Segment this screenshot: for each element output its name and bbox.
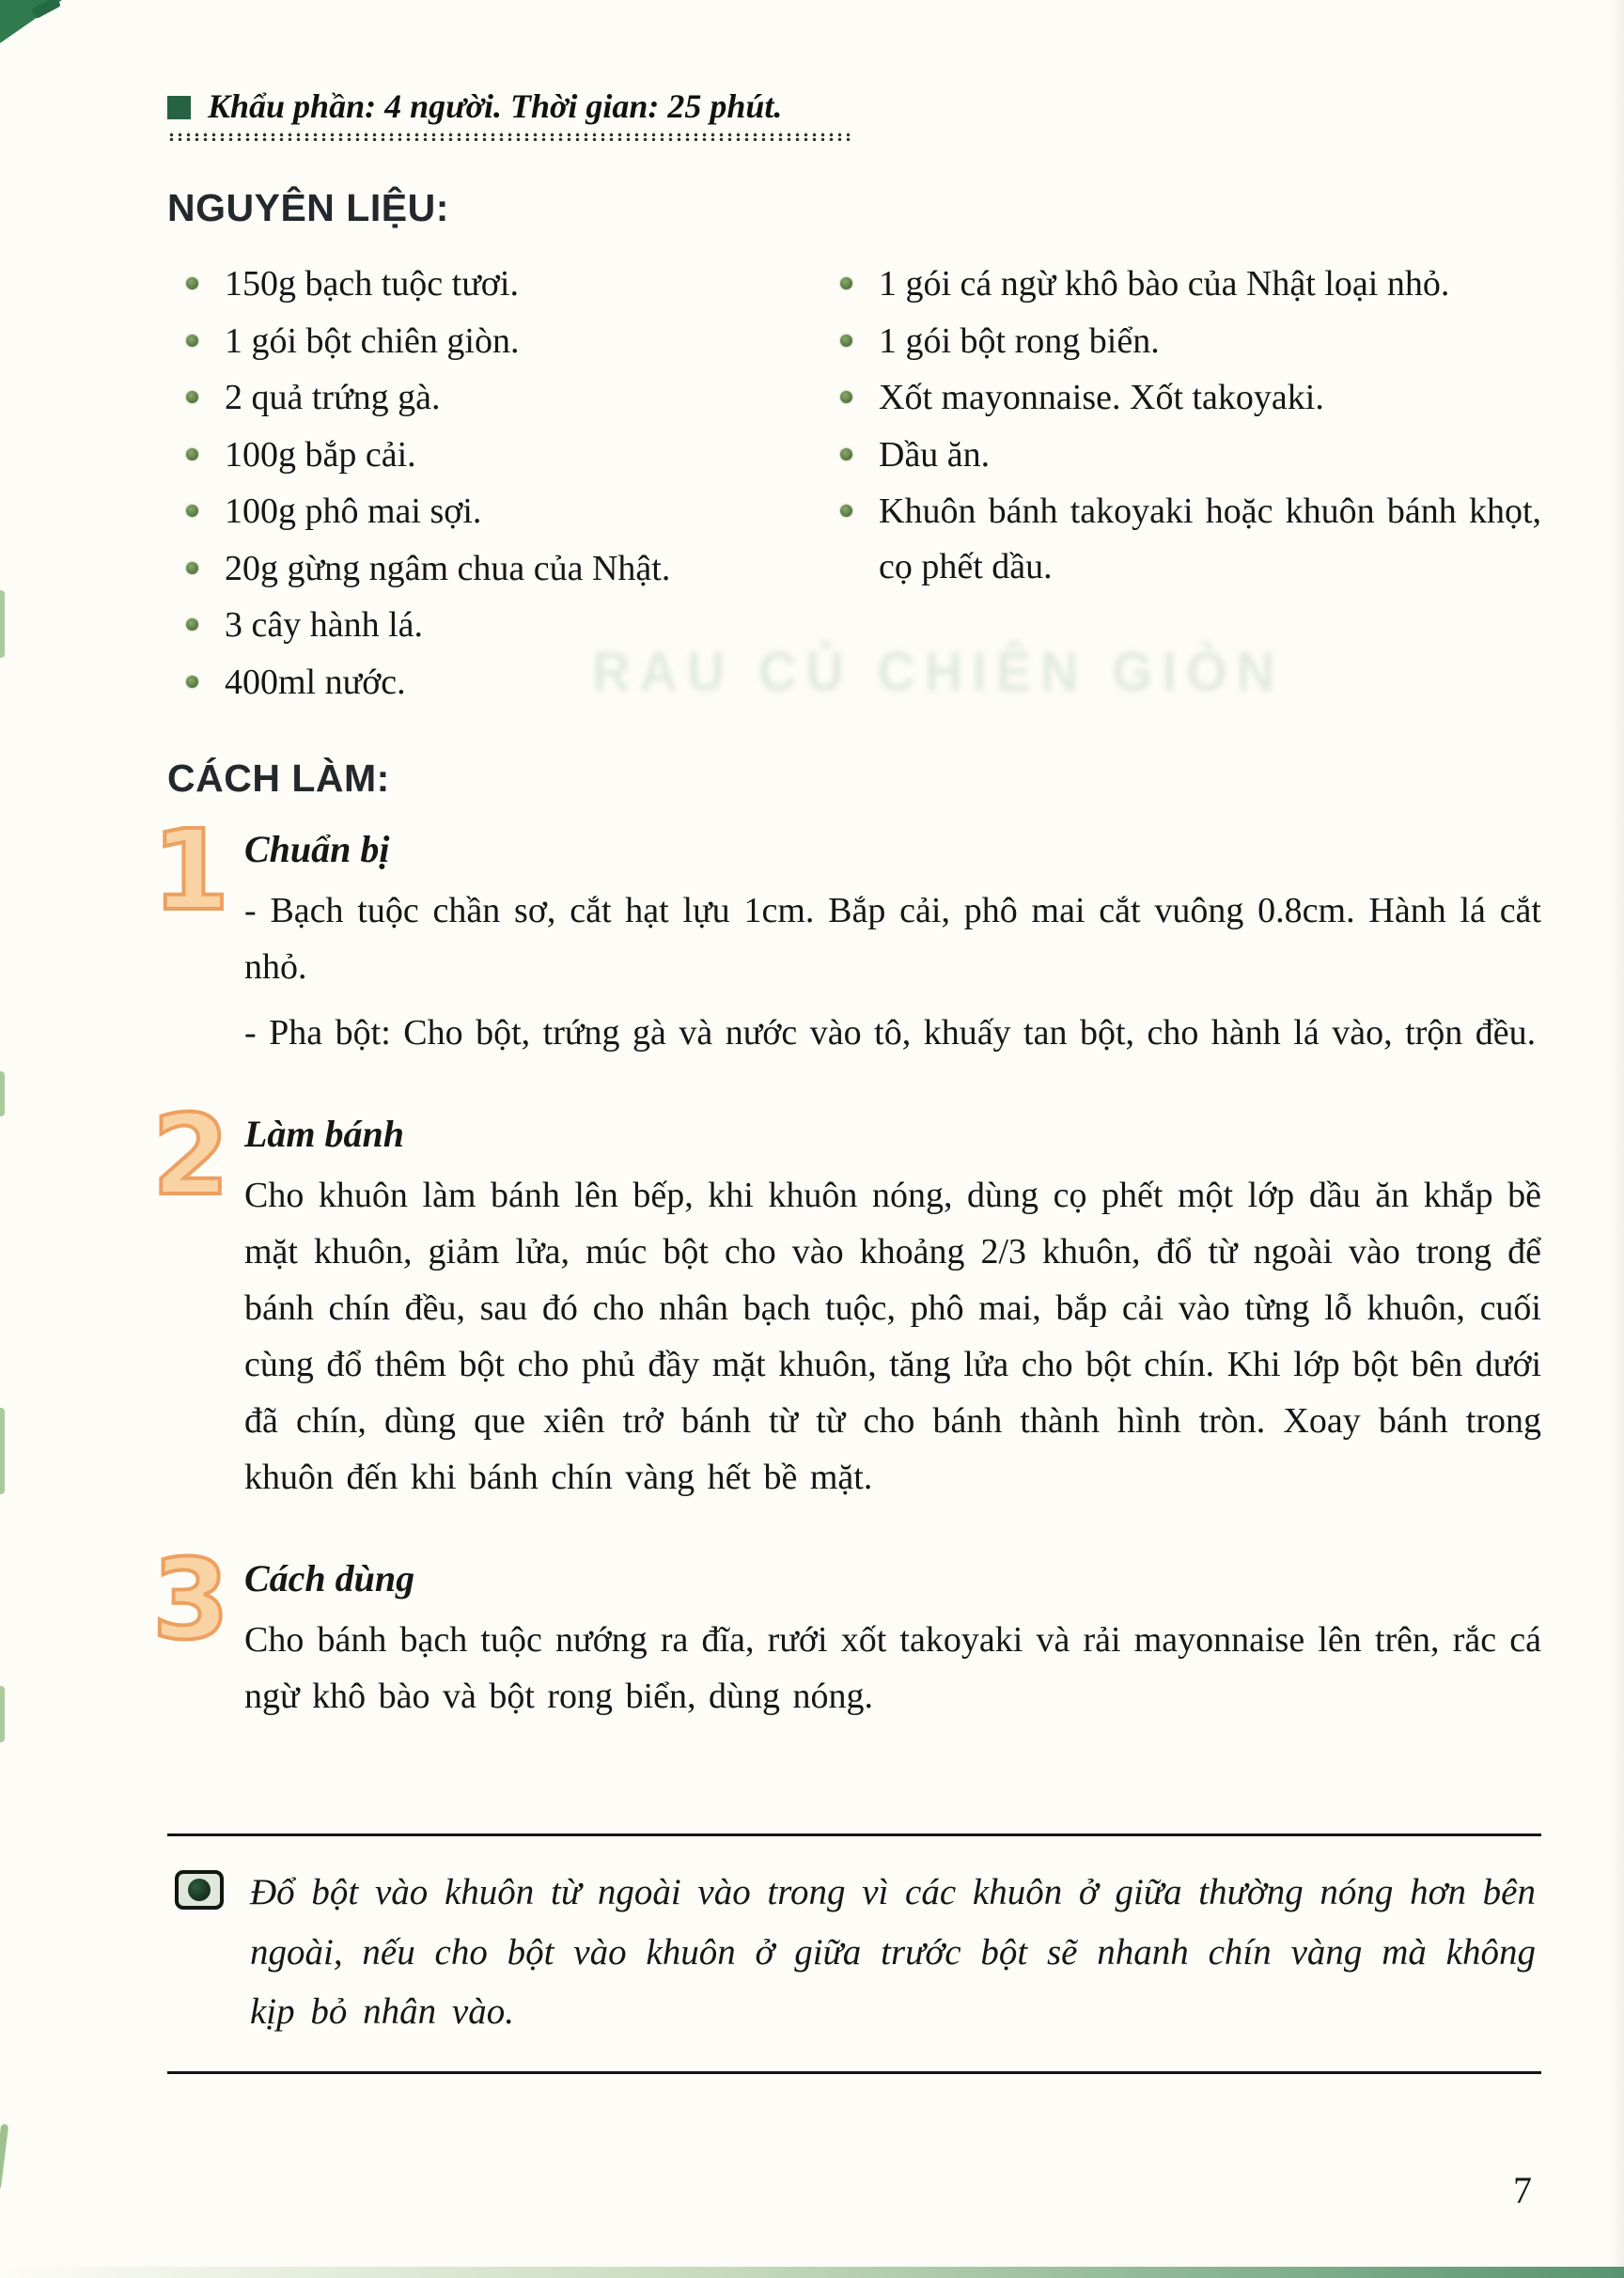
bullet-icon [186, 505, 198, 517]
list-item [840, 257, 1541, 312]
list-item [186, 428, 788, 483]
method-steps [152, 805, 1541, 1724]
step-2 [152, 1090, 1541, 1506]
step-body [244, 1556, 1541, 1724]
page-edge-shadow [1609, 0, 1624, 2278]
list-item [186, 484, 788, 539]
ingredient-text: 1 gói bột rong biển. [879, 320, 1160, 361]
ingredient-text: 100g phô mai sợi. [225, 491, 482, 532]
scan-edge-artifact [0, 1408, 5, 1494]
ingredient-text: 150g bạch tuộc tươi. [225, 264, 519, 304]
step-body [244, 827, 1541, 1061]
ingredient-text: 100g bắp cải. [225, 434, 416, 475]
ingredient-text: Xốt mayonnaise. Xốt takoyaki. [879, 378, 1324, 418]
ingredient-text: Khuôn bánh takoyaki hoặc khuôn bánh khọt, cọ phết dầu. [879, 491, 1541, 586]
ingredients-column-right [840, 257, 1541, 711]
ghost-showthrough-text: RAU CỦ CHIÊN GIÒN [592, 640, 1285, 703]
square-bullet-icon [167, 96, 191, 119]
serving-info-text: Khẩu phần: 4 người. Thời gian: 25 phút. [208, 87, 783, 125]
ingredients-list [167, 257, 1541, 711]
list-item [186, 541, 788, 597]
list-item [840, 314, 1541, 369]
list-item [186, 257, 788, 312]
bullet-icon [186, 277, 198, 289]
ingredient-text: 3 cây hành lá. [225, 605, 424, 646]
scan-edge-artifact [0, 2124, 8, 2190]
scan-edge-artifact [0, 1071, 5, 1116]
ingredients-column-left [186, 257, 788, 711]
step-1 [152, 805, 1541, 1061]
list-item [840, 484, 1541, 594]
tip-box [167, 1833, 1541, 2074]
tip-marker-icon [175, 1870, 224, 1910]
scan-edge-artifact [0, 590, 5, 658]
ingredient-text: 1 gói bột chiên giòn. [225, 320, 520, 361]
step-body [244, 1112, 1541, 1506]
step-paragraph: - Pha bột: Cho bột, trứng gà và nước vào tô, khuấy tan bột, cho hành lá vào, trộn đều. [244, 1013, 1537, 1053]
step-paragraph: - Bạch tuộc chần sơ, cắt hạt lựu 1cm. Bắp cải, phô mai cắt vuông 0.8cm. Hành lá cắt nhỏ. [244, 891, 1541, 988]
step-title: Làm bánh [244, 1113, 405, 1156]
list-item [186, 370, 788, 426]
bullet-icon [186, 676, 198, 688]
bullet-icon [186, 335, 198, 347]
bullet-icon [186, 391, 198, 403]
bullet-icon [840, 448, 852, 460]
list-item [840, 370, 1541, 426]
bullet-icon [186, 618, 198, 631]
step-3 [152, 1535, 1541, 1724]
bullet-icon [840, 277, 852, 289]
step-title: Chuẩn bị [244, 828, 390, 871]
ingredient-text: 1 gói cá ngừ khô bào của Nhật loại nhỏ. [879, 264, 1450, 304]
ingredient-text: 400ml nước. [225, 662, 406, 702]
ingredient-text: 20g gừng ngâm chua của Nhật. [225, 548, 671, 588]
method-heading: CÁCH LÀM: [167, 757, 390, 801]
list-item [186, 655, 788, 710]
recipe-page [152, 86, 1541, 2074]
ingredient-text: Dầu ăn. [879, 434, 991, 475]
step-number: 1 [152, 805, 230, 936]
scan-edge-artifact [0, 1686, 5, 1742]
page-number: 7 [1513, 2169, 1532, 2211]
step-title: Cách dùng [244, 1557, 415, 1600]
tip-marker-dot-icon [188, 1879, 211, 1901]
step-number: 3 [152, 1535, 230, 1665]
step-paragraph: Cho bánh bạch tuộc nướng ra đĩa, rưới xốt takoyaki và rải mayonnaise lên trên, rắc cá ngừ khô bào và bột rong biển, dùng nóng. [244, 1620, 1541, 1717]
list-item [186, 314, 788, 369]
serving-info [167, 86, 1541, 126]
list-item [840, 428, 1541, 483]
bullet-icon [186, 448, 198, 460]
ingredients-heading: NGUYÊN LIỆU: [167, 186, 449, 229]
bullet-icon [840, 391, 852, 403]
step-number: 2 [152, 1090, 230, 1221]
ingredient-text: 2 quả trứng gà. [225, 378, 441, 418]
scan-edge-artifact [0, 2267, 1624, 2278]
bullet-icon [186, 562, 198, 574]
step-paragraph: Cho khuôn làm bánh lên bếp, khi khuôn nóng, dùng cọ phết một lớp dầu ăn khắp bề mặt khuôn, giảm lửa, múc bột cho vào khoảng 2/3 khuôn, đổ từ ngoài vào trong để bánh chín đều, sau đó cho nhân bạch tuộc, phô mai, bắp cải vào từng lỗ khuôn, cuối cùng đổ thêm bột cho phủ đầy mặt khuôn, tăng lửa cho bột chín. Khi lớp bột bên dưới đã chín, dùng que xiên trở bánh từ từ cho bánh thành hình tròn. Xoay bánh trong khuôn đến khi bánh chín vàng hết bề mặt. [244, 1176, 1541, 1498]
tip-text: Đổ bột vào khuôn từ ngoài vào trong vì các khuôn ở giữa thường nóng hơn bên ngoài, nếu cho bột vào khuôn ở giữa trước bột sẽ nhanh chín vàng mà không kịp bỏ nhân vào. [250, 1872, 1536, 2032]
dotted-divider [167, 132, 851, 141]
list-item [186, 598, 788, 653]
bullet-icon [840, 505, 852, 517]
bullet-icon [840, 335, 852, 347]
